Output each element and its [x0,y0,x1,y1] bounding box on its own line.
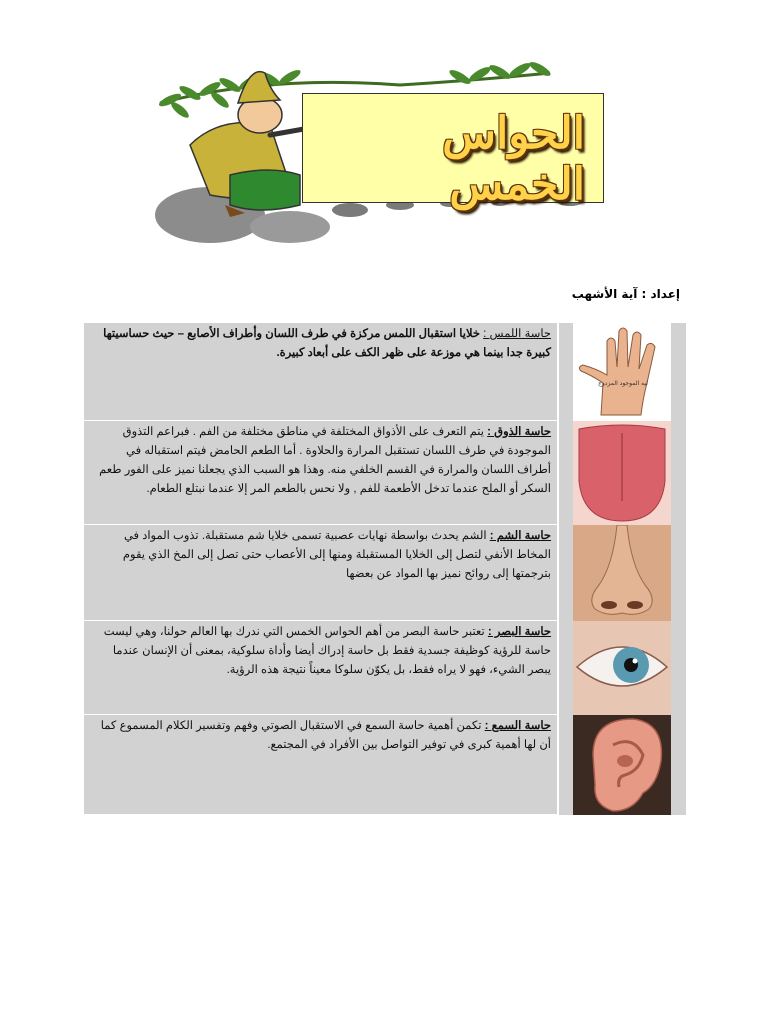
sense-text: الشم يحدث بواسطة نهايات عصبية تسمى خلايا شم مستقبلة. تذوب المواد في المخاط الأنفي لتصل إلى الخلايا المستقبلة ومنها إلى الأعصاب حتى تصل إلى المخ الذي يقوم بترجمتها إلى روائح نميز بها المواد عن بعضها [122,530,551,580]
cell-edge [671,323,686,421]
cell-edge [671,525,686,621]
sense-description [84,621,558,715]
cell-edge [671,421,686,525]
sense-text: خلايا استقبال اللمس مركزة في طرف اللسان وأطراف الأصابع – حيث حساسيتها كبيرة جدا بينما هي موزعة على ظهر الكف على أبعاد كبيرة. [103,328,551,359]
cell-spacer [559,621,573,715]
header-banner [150,55,610,250]
sense-description [84,323,558,421]
cell-spacer [559,421,573,525]
eye-icon [573,621,671,715]
table-row [84,421,686,525]
ear-icon [573,715,671,815]
table-row [84,621,686,715]
author-label: إعداد : آية الأشهب [571,287,680,301]
cell-spacer [559,715,573,815]
sense-image-cell [573,323,671,421]
table-row [84,525,686,621]
sense-description [84,421,558,525]
sense-name: حاسة اللمس : [483,328,551,340]
table-row [84,323,686,421]
cell-edge [671,715,686,815]
sense-name: حاسة السمع : [484,720,551,732]
sense-name: حاسة الشم : [489,530,551,542]
sense-name: حاسة البصر : [487,626,551,638]
hand-icon [573,323,671,421]
sense-description [84,715,558,815]
sense-name: حاسة الذوق : [487,426,551,438]
sense-text: تعتبر حاسة البصر من أهم الحواس الخمس التي ندرك بها العالم حولنا، وهي ليست حاسة للرؤية كوظيفة جسدية فقط بل حاسة إدراك أيضا وأداة سلوكية، بمعنى أن الإنسان عندما يبصر الشيء، فهو لا يراه فقط، بل يكوّن سلوكا معيناً نتيجة هذه الرؤية. [103,626,551,676]
sense-image-cell [573,621,671,715]
title-box [302,93,604,210]
tongue-icon [573,421,671,525]
page-title: الحواس الخمس [442,108,585,210]
nose-icon [573,525,671,621]
sense-text: يتم التعرف على الأذواق المختلفة في مناطق مختلفة من الفم . فبراعم التذوق الموجودة في طرف اللسان تستقبل المرارة والحلاوة . أما الطعم الحامض فيتم استقباله في أطراف اللسان والمرارة في القسم الخلفي منه. وهذا هو السبب الذي يجعلنا نميز على الفور طعم السكر أو الملح عندما تدخل الأطعمة للفم , ولا نحس بالطعم المر إلا عندما نبتلع الطعام. [99,426,551,495]
sense-description [84,525,558,621]
sense-image-cell [573,715,671,815]
cell-spacer [559,525,573,621]
sense-image-cell [573,525,671,621]
senses-table [84,322,686,751]
cell-edge [671,621,686,715]
table-row [84,715,686,815]
hand-label: ليه الموجود المزدوج [598,380,648,387]
sense-text: تكمن أهمية حاسة السمع في الاستقبال الصوتي وفهم وتفسير الكلام المسموع كما أن لها أهمية كبرى في توفير التواصل بين الأفراد في المجتمع. [100,720,551,751]
sense-image-cell [573,421,671,525]
cell-spacer [559,323,573,421]
